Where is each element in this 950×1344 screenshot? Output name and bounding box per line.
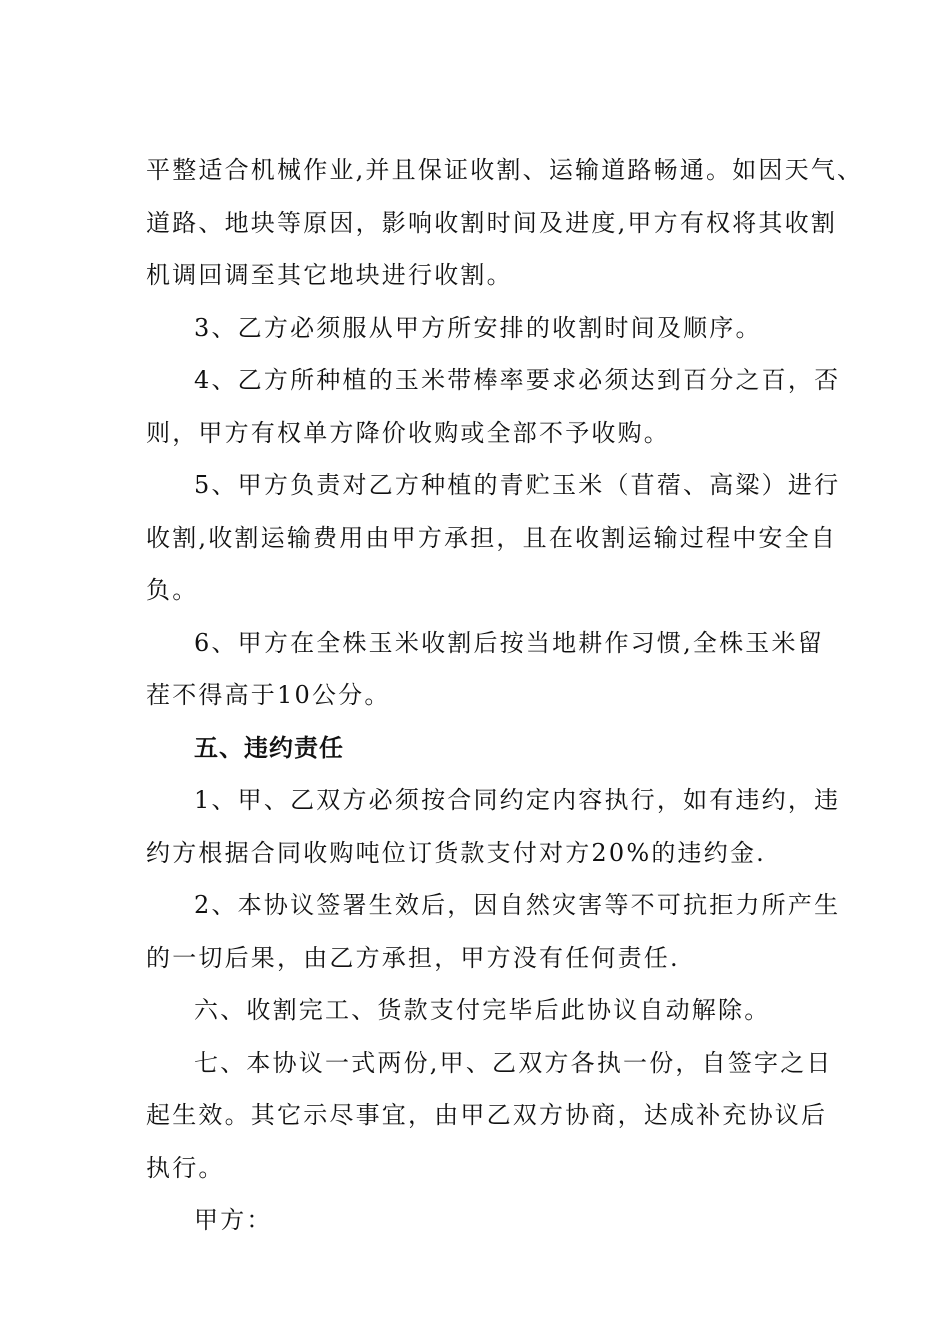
section-six	[146, 984, 836, 1037]
breach-clause-1	[146, 774, 841, 879]
clause-6	[146, 617, 836, 722]
text-line: 的一切后果，由乙方承担，甲方没有任何责任.	[146, 943, 680, 972]
text-line: 3、乙方必须服从甲方所安排的收割时间及顺序。	[194, 313, 762, 342]
text-line: 收割,收割运输费用由甲方承担，且在收割运输过程中安全自	[146, 523, 838, 552]
clause-5	[146, 459, 841, 617]
text-line: 七、本协议一式两份,甲、乙双方各执一份，自签字之日	[194, 1048, 833, 1077]
text-line: 2、本协议签署生效后，因自然灾害等不可抗拒力所产生	[194, 891, 841, 919]
text-line: 执行。	[146, 1153, 225, 1182]
clause-3	[146, 302, 836, 355]
text-line: 起生效。其它示尽事宜，由甲乙双方协商，达成补充协议后	[146, 1101, 828, 1129]
signature-label: 甲方：	[194, 1206, 273, 1234]
signature-party-a	[146, 1194, 836, 1247]
text-line: 4、乙方所种植的玉米带棒率要求必须达到百分之百，否	[194, 366, 841, 394]
section-seven	[146, 1037, 836, 1195]
section-title: 五、违约责任	[194, 733, 344, 762]
document-body	[146, 144, 864, 1247]
text-line: 六、收割完工、货款支付完毕后此协议自动解除。	[194, 996, 771, 1024]
text-line: 5、甲方负责对乙方种植的青贮玉米（苜蓿、高粱）进行	[194, 471, 841, 499]
section-heading-breach	[146, 722, 836, 775]
paragraph-harvest-conditions	[146, 144, 864, 302]
text-line: 负。	[146, 576, 199, 604]
breach-clause-2	[146, 879, 841, 984]
text-line: 道路、地块等原因，影响收割时间及进度,甲方有权将其收割	[146, 208, 838, 237]
text-line: 约方根据合同收购吨位订货款支付对方20%的违约金.	[146, 838, 766, 867]
text-line: 6、甲方在全株玉米收割后按当地耕作习惯,全株玉米留	[194, 628, 824, 657]
text-line: 茬不得高于10公分。	[146, 681, 391, 709]
clause-4	[146, 354, 841, 459]
text-line: 1、甲、乙双方必须按合同约定内容执行，如有违约，违	[194, 786, 841, 814]
text-line: 则，甲方有权单方降价收购或全部不予收购。	[146, 418, 670, 447]
text-line: 机调回调至其它地块进行收割。	[146, 261, 513, 289]
text-line: 平整适合机械作业,并且保证收割、运输道路畅通。如因天气、	[146, 156, 864, 184]
